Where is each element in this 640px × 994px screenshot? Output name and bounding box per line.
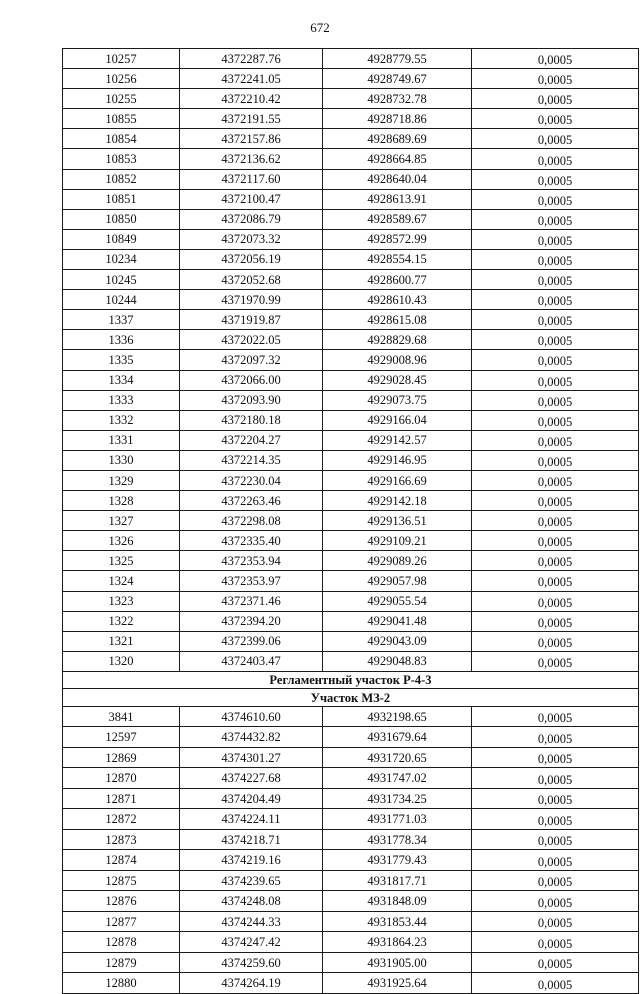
table-row [63, 209, 639, 229]
y-coordinate-cell: 4928572.99 [323, 229, 472, 249]
tolerance-cell: 0,0005 [472, 129, 639, 149]
x-coordinate-cell: 4372403.47 [180, 651, 323, 671]
x-coordinate-cell: 4374259.60 [180, 952, 323, 973]
table-row [63, 911, 639, 932]
tolerance-cell: 0,0005 [472, 290, 639, 310]
tolerance-cell: 0,0005 [472, 470, 639, 490]
tolerance-cell: 0,0005 [472, 430, 639, 450]
x-coordinate-cell: 4372394.20 [180, 611, 323, 631]
point-number-cell: 12869 [63, 747, 180, 768]
point-number-cell: 10255 [63, 89, 180, 109]
table-row [63, 89, 639, 109]
x-coordinate-cell: 4374224.11 [180, 809, 323, 830]
coordinates-block-1 [63, 49, 639, 672]
section-heading-zone: Регламентный участок Р-4-3 [63, 671, 639, 689]
table-row [63, 973, 639, 994]
point-number-cell: 12870 [63, 768, 180, 789]
x-coordinate-cell: 4372371.46 [180, 591, 323, 611]
x-coordinate-cell: 4374301.27 [180, 747, 323, 768]
tolerance-cell: 0,0005 [472, 49, 639, 69]
x-coordinate-cell: 4374432.82 [180, 727, 323, 748]
tolerance-cell: 0,0005 [472, 270, 639, 290]
y-coordinate-cell: 4931747.02 [323, 768, 472, 789]
x-coordinate-cell: 4374247.42 [180, 932, 323, 953]
x-coordinate-cell: 4372214.35 [180, 450, 323, 470]
tolerance-cell: 0,0005 [472, 89, 639, 109]
tolerance-cell: 0,0005 [472, 209, 639, 229]
y-coordinate-cell: 4931853.44 [323, 911, 472, 932]
y-coordinate-cell: 4931734.25 [323, 788, 472, 809]
y-coordinate-cell: 4929166.69 [323, 470, 472, 490]
y-coordinate-cell: 4929041.48 [323, 611, 472, 631]
y-coordinate-cell: 4928779.55 [323, 49, 472, 69]
y-coordinate-cell: 4928589.67 [323, 209, 472, 229]
point-number-cell: 1334 [63, 370, 180, 390]
tolerance-cell: 0,0005 [472, 706, 639, 727]
point-number-cell: 10853 [63, 149, 180, 169]
table-row [63, 470, 639, 490]
x-coordinate-cell: 4372093.90 [180, 390, 323, 410]
table-row [63, 249, 639, 269]
x-coordinate-cell: 4372335.40 [180, 531, 323, 551]
y-coordinate-cell: 4931864.23 [323, 932, 472, 953]
point-number-cell: 12876 [63, 891, 180, 912]
x-coordinate-cell: 4372100.47 [180, 189, 323, 209]
y-coordinate-cell: 4929028.45 [323, 370, 472, 390]
y-coordinate-cell: 4928615.08 [323, 310, 472, 330]
point-number-cell: 10257 [63, 49, 180, 69]
x-coordinate-cell: 4372056.19 [180, 249, 323, 269]
x-coordinate-cell: 4374248.08 [180, 891, 323, 912]
tolerance-cell: 0,0005 [472, 850, 639, 871]
y-coordinate-cell: 4929166.04 [323, 410, 472, 430]
y-coordinate-cell: 4929048.83 [323, 651, 472, 671]
y-coordinate-cell: 4929089.26 [323, 551, 472, 571]
x-coordinate-cell: 4374227.68 [180, 768, 323, 789]
tolerance-cell: 0,0005 [472, 531, 639, 551]
table-row [63, 450, 639, 470]
y-coordinate-cell: 4929109.21 [323, 531, 472, 551]
y-coordinate-cell: 4929057.98 [323, 571, 472, 591]
tolerance-cell: 0,0005 [472, 450, 639, 470]
x-coordinate-cell: 4372073.32 [180, 229, 323, 249]
point-number-cell: 10855 [63, 109, 180, 129]
tolerance-cell: 0,0005 [472, 229, 639, 249]
table-row [63, 69, 639, 89]
table-row [63, 651, 639, 671]
table-row [63, 891, 639, 912]
tolerance-cell: 0,0005 [472, 310, 639, 330]
point-number-cell: 1335 [63, 350, 180, 370]
y-coordinate-cell: 4931848.09 [323, 891, 472, 912]
table-row [63, 591, 639, 611]
point-number-cell: 1332 [63, 410, 180, 430]
x-coordinate-cell: 4372204.27 [180, 430, 323, 450]
point-number-cell: 1322 [63, 611, 180, 631]
point-number-cell: 1325 [63, 551, 180, 571]
point-number-cell: 1324 [63, 571, 180, 591]
point-number-cell: 1329 [63, 470, 180, 490]
y-coordinate-cell: 4929142.18 [323, 491, 472, 511]
table-row [63, 229, 639, 249]
x-coordinate-cell: 4372022.05 [180, 330, 323, 350]
point-number-cell: 1328 [63, 491, 180, 511]
tolerance-cell: 0,0005 [472, 932, 639, 953]
y-coordinate-cell: 4928600.77 [323, 270, 472, 290]
table-row [63, 829, 639, 850]
point-number-cell: 1331 [63, 430, 180, 450]
table-row [63, 788, 639, 809]
tolerance-cell: 0,0005 [472, 551, 639, 571]
table-row [63, 850, 639, 871]
tolerance-cell: 0,0005 [472, 768, 639, 789]
tolerance-cell: 0,0005 [472, 651, 639, 671]
point-number-cell: 1333 [63, 390, 180, 410]
point-number-cell: 1336 [63, 330, 180, 350]
x-coordinate-cell: 4374218.71 [180, 829, 323, 850]
y-coordinate-cell: 4931905.00 [323, 952, 472, 973]
tolerance-cell: 0,0005 [472, 870, 639, 891]
point-number-cell: 1330 [63, 450, 180, 470]
tolerance-cell: 0,0005 [472, 249, 639, 269]
x-coordinate-cell: 4372052.68 [180, 270, 323, 290]
table-row [63, 270, 639, 290]
table-row [63, 149, 639, 169]
tolerance-cell: 0,0005 [472, 829, 639, 850]
x-coordinate-cell: 4372230.04 [180, 470, 323, 490]
tolerance-cell: 0,0005 [472, 747, 639, 768]
table-row [63, 109, 639, 129]
table-row [63, 330, 639, 350]
y-coordinate-cell: 4929073.75 [323, 390, 472, 410]
tolerance-cell: 0,0005 [472, 911, 639, 932]
x-coordinate-cell: 4372086.79 [180, 209, 323, 229]
point-number-cell: 10850 [63, 209, 180, 229]
x-coordinate-cell: 4372263.46 [180, 491, 323, 511]
table-row [63, 169, 639, 189]
tolerance-cell: 0,0005 [472, 511, 639, 531]
table-row [63, 310, 639, 330]
point-number-cell: 10852 [63, 169, 180, 189]
y-coordinate-cell: 4929008.96 [323, 350, 472, 370]
table-row [63, 932, 639, 953]
table-row [63, 290, 639, 310]
tolerance-cell: 0,0005 [472, 809, 639, 830]
x-coordinate-cell: 4372066.00 [180, 370, 323, 390]
table-row [63, 631, 639, 651]
y-coordinate-cell: 4932198.65 [323, 706, 472, 727]
x-coordinate-cell: 4372136.62 [180, 149, 323, 169]
table-row [63, 129, 639, 149]
tolerance-cell: 0,0005 [472, 491, 639, 511]
table-row [63, 571, 639, 591]
point-number-cell: 1337 [63, 310, 180, 330]
x-coordinate-cell: 4372117.60 [180, 169, 323, 189]
point-number-cell: 10244 [63, 290, 180, 310]
tolerance-cell: 0,0005 [472, 571, 639, 591]
table-row [63, 747, 639, 768]
point-number-cell: 1327 [63, 511, 180, 531]
y-coordinate-cell: 4931779.43 [323, 850, 472, 871]
point-number-cell: 12880 [63, 973, 180, 994]
tolerance-cell: 0,0005 [472, 611, 639, 631]
x-coordinate-cell: 4374219.16 [180, 850, 323, 871]
y-coordinate-cell: 4929043.09 [323, 631, 472, 651]
x-coordinate-cell: 4374264.19 [180, 973, 323, 994]
y-coordinate-cell: 4931778.34 [323, 829, 472, 850]
tolerance-cell: 0,0005 [472, 370, 639, 390]
x-coordinate-cell: 4371970.99 [180, 290, 323, 310]
y-coordinate-cell: 4929136.51 [323, 511, 472, 531]
y-coordinate-cell: 4931817.71 [323, 870, 472, 891]
x-coordinate-cell: 4372399.06 [180, 631, 323, 651]
coordinates-table [62, 48, 639, 994]
point-number-cell: 12878 [63, 932, 180, 953]
table-row [63, 390, 639, 410]
point-number-cell: 12874 [63, 850, 180, 871]
y-coordinate-cell: 4929146.95 [323, 450, 472, 470]
point-number-cell: 10851 [63, 189, 180, 209]
tolerance-cell: 0,0005 [472, 631, 639, 651]
table-row [63, 727, 639, 748]
y-coordinate-cell: 4928610.43 [323, 290, 472, 310]
table-row [63, 410, 639, 430]
tolerance-cell: 0,0005 [472, 788, 639, 809]
point-number-cell: 10854 [63, 129, 180, 149]
x-coordinate-cell: 4372180.18 [180, 410, 323, 430]
x-coordinate-cell: 4374204.49 [180, 788, 323, 809]
y-coordinate-cell: 4931771.03 [323, 809, 472, 830]
point-number-cell: 12873 [63, 829, 180, 850]
point-number-cell: 10849 [63, 229, 180, 249]
y-coordinate-cell: 4931679.64 [323, 727, 472, 748]
section-heading-plot: Участок МЗ-2 [63, 689, 639, 707]
x-coordinate-cell: 4374244.33 [180, 911, 323, 932]
y-coordinate-cell: 4928613.91 [323, 189, 472, 209]
tolerance-cell: 0,0005 [472, 390, 639, 410]
point-number-cell: 12877 [63, 911, 180, 932]
tolerance-cell: 0,0005 [472, 109, 639, 129]
y-coordinate-cell: 4928718.86 [323, 109, 472, 129]
section-heading-row [63, 689, 639, 707]
tolerance-cell: 0,0005 [472, 591, 639, 611]
table-row [63, 611, 639, 631]
x-coordinate-cell: 4372298.08 [180, 511, 323, 531]
tolerance-cell: 0,0005 [472, 149, 639, 169]
point-number-cell: 3841 [63, 706, 180, 727]
x-coordinate-cell: 4372097.32 [180, 350, 323, 370]
point-number-cell: 12597 [63, 727, 180, 748]
tolerance-cell: 0,0005 [472, 727, 639, 748]
point-number-cell: 1321 [63, 631, 180, 651]
point-number-cell: 12871 [63, 788, 180, 809]
table-row [63, 350, 639, 370]
table-row [63, 370, 639, 390]
point-number-cell: 10234 [63, 249, 180, 269]
x-coordinate-cell: 4372210.42 [180, 89, 323, 109]
x-coordinate-cell: 4374239.65 [180, 870, 323, 891]
table-row [63, 768, 639, 789]
x-coordinate-cell: 4372353.97 [180, 571, 323, 591]
table-row [63, 511, 639, 531]
tolerance-cell: 0,0005 [472, 69, 639, 89]
y-coordinate-cell: 4928829.68 [323, 330, 472, 350]
y-coordinate-cell: 4931720.65 [323, 747, 472, 768]
y-coordinate-cell: 4928689.69 [323, 129, 472, 149]
point-number-cell: 10256 [63, 69, 180, 89]
tolerance-cell: 0,0005 [472, 891, 639, 912]
tolerance-cell: 0,0005 [472, 973, 639, 994]
table-row [63, 531, 639, 551]
tolerance-cell: 0,0005 [472, 189, 639, 209]
y-coordinate-cell: 4928554.15 [323, 249, 472, 269]
tolerance-cell: 0,0005 [472, 330, 639, 350]
x-coordinate-cell: 4372287.76 [180, 49, 323, 69]
tolerance-cell: 0,0005 [472, 350, 639, 370]
table-row [63, 706, 639, 727]
table-row [63, 551, 639, 571]
table-row [63, 952, 639, 973]
point-number-cell: 1326 [63, 531, 180, 551]
section-heading-row [63, 671, 639, 689]
table-row [63, 870, 639, 891]
page-number: 672 [310, 20, 330, 35]
table-row [63, 491, 639, 511]
section-headings [63, 671, 639, 706]
x-coordinate-cell: 4374610.60 [180, 706, 323, 727]
y-coordinate-cell: 4929055.54 [323, 591, 472, 611]
point-number-cell: 10245 [63, 270, 180, 290]
tolerance-cell: 0,0005 [472, 952, 639, 973]
coordinates-block-2 [63, 706, 639, 993]
x-coordinate-cell: 4372353.94 [180, 551, 323, 571]
x-coordinate-cell: 4371919.87 [180, 310, 323, 330]
y-coordinate-cell: 4928732.78 [323, 89, 472, 109]
y-coordinate-cell: 4928749.67 [323, 69, 472, 89]
y-coordinate-cell: 4928640.04 [323, 169, 472, 189]
x-coordinate-cell: 4372241.05 [180, 69, 323, 89]
point-number-cell: 1320 [63, 651, 180, 671]
point-number-cell: 12879 [63, 952, 180, 973]
tolerance-cell: 0,0005 [472, 169, 639, 189]
point-number-cell: 1323 [63, 591, 180, 611]
tolerance-cell: 0,0005 [472, 410, 639, 430]
y-coordinate-cell: 4931925.64 [323, 973, 472, 994]
table-row [63, 430, 639, 450]
table-row [63, 49, 639, 69]
y-coordinate-cell: 4929142.57 [323, 430, 472, 450]
table-row [63, 189, 639, 209]
y-coordinate-cell: 4928664.85 [323, 149, 472, 169]
table-row [63, 809, 639, 830]
x-coordinate-cell: 4372191.55 [180, 109, 323, 129]
point-number-cell: 12875 [63, 870, 180, 891]
x-coordinate-cell: 4372157.86 [180, 129, 323, 149]
point-number-cell: 12872 [63, 809, 180, 830]
